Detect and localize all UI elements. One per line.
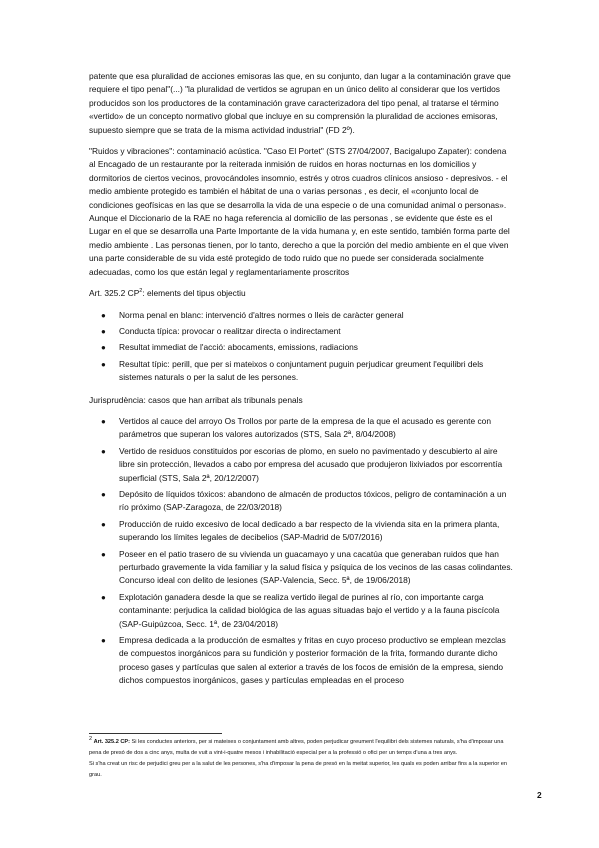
list-item [89,591,514,631]
footnote-divider [89,733,222,734]
list-item [89,488,514,515]
list-item-text: Explotación ganadera desde la que se realiza vertido ilegal de purines al río, con importante carga contaminante: perjudica la calidad biológica de las aguas situadas bajo el vertido y a la fauna piscícola (SAP-Guipúzcoa, Secc. 1ª, de 23/04/2018) [119,591,500,629]
list-item [89,325,514,338]
footnotes [89,733,514,781]
footnote-reference[interactable]: 2 [139,288,143,295]
list-item [89,309,514,322]
cases-list [89,415,514,688]
heading-article-label: Art. 325.2 CP [89,288,140,299]
footnote-text: Si les conductes anteriors, per si mateixes o conjuntament amb altres, poden perjudicar greument l'equilibri dels sistemes naturals, s'ha d'imposar una pena de presó de dos a cinc anys, multa de vuit a vint-i-quatre mesos i inhabilitació especial per a la professió o ofici per un temps d'una a tres anys. [89,739,504,756]
list-item [89,358,514,385]
page-body [89,70,514,697]
section-heading-art-325-2 [89,287,514,300]
bullet-icon: ● [101,326,106,336]
footnote [89,737,514,758]
list-item [89,445,514,485]
list-item-text: Norma penal en blanc: intervenció d'altres normes o lleis de caràcter general [119,309,404,320]
footnote-number: 2 [89,736,93,743]
list-item-text: Vertidos al cauce del arroyo Os Trollos por parte de la empresa de la que el acusado es gerente con parámetros que superan los valores autorizados (STS, Sala 2ª, 8/04/2008) [119,415,491,440]
list-item-text: Conducta típica: provocar o realitzar directa o indirectament [119,325,341,336]
bullet-icon: ● [101,592,106,602]
list-item [89,518,514,545]
list-item [89,341,514,354]
body-paragraph: patente que esa pluralidad de acciones emisoras las que, en su conjunto, dan lugar a la contaminación grave que requiere el tipo penal"(...) "la pluralidad de vertidos se agrupan en un único delito al considerar que los vertidos producidos son los productores de la contaminación grave caracterizadora del tipo penal, al tratarse el término «vertido» de un concepto normativo global que incluye en su comprensión la pluralidad de acciones emisoras, supuesto siempre que se trata de la misma actividad industrial" (FD 2º). [89,71,511,135]
list-item [89,548,514,588]
list-item-text: Producción de ruido excesivo de local dedicado a bar respecto de la vivienda sita en la primera planta, superando los límites legales de decibelios (SAP-Madrid de 5/07/2016) [119,518,500,543]
bullet-icon: ● [101,636,106,646]
footnote-continuation [89,759,514,780]
section-heading-jurisprudencia: Jurisprudència: casos que han arribat als tribunals penals [89,394,303,405]
list-item-text: Resultat típic: perill, que per si mateixos o conjuntament puguin perjudicar greument l'equilibri dels sistemes naturals o per la salut de les persones. [119,358,484,383]
bullet-icon: ● [101,416,106,426]
bullet-icon: ● [101,359,106,369]
footnote-text: Si s'ha creat un risc de perjudici greu per a la salut de les persones, s'ha d'imposar la pena de presó en la meitat superior, les quals es poden arribar fins a la superior en grau. [89,761,507,778]
list-item [89,415,514,442]
bullet-icon: ● [101,489,106,499]
heading-text: : elements del tipus objectiu [142,288,246,299]
list-item-text: Vertido de residuos constituidos por escorias de plomo, en suelo no pavimentado y descubierto al aire libre sin protección, llevados a cabo por empresa del acusado que produjeron lixiviados por escorrentía superficial (STS, Sala 2ª, 20/12/2007) [119,445,503,483]
page-number: 2 [537,790,542,800]
bullet-icon: ● [101,446,106,456]
elements-list [89,309,514,385]
footnote-lead: Art. 325.2 CP: [93,739,130,745]
bullet-icon: ● [101,549,106,559]
list-item-text: Empresa dedicada a la producción de esmaltes y fritas en cuyo proceso productivo se emplean mezclas de compuestos inorgánicos para su fundición y posterior formación de la frita, formando durante dicho proceso gases y partículas que salen al exterior a través de los focos de emisión de la empresa, siendo dichos compuestos inorgánicos, gases y partículas empleadas en el proceso [119,635,506,686]
body-paragraph: "Ruidos y vibraciones": contaminació acústica. "Caso El Portet" (STS 27/04/2007, Bacigalupo Zapater): condena al Encagado de un restaurante por la reiterada inmisión de ruidos en horas nocturnas en los domicilios y dormitorios de ciertos vecinos, provocándoles insomnio, estrés y otros cuadros clínicos ansioso - depresivos. - el medio ambiente protegido es también el hábitat de una o varias personas , es decir, el «conjunto local de condiciones geofísicas en las que se desarrolla la vida de una especie o de una comunidad animal o personas». Aunque el Diccionario de la RAE no haga referencia al domicilio de las personas , se evidente que éste es el Lugar en el que se desarrolla una Parte Importante de la vida humana y, en este sentido, también forma parte del medio ambiente . Las personas tienen, por lo tanto, derecho a que la porción del medio ambiente en el que viven una parte considerable de su vida esté protegido de todo ruido que no puede ser considerada socialmente adecuadas, como los que están legal y reglamentariamente proscritos [89,146,510,277]
list-item-text: Resultat immediat de l'acció: abocaments, emissions, radiacions [119,342,358,353]
list-item [89,634,514,688]
bullet-icon: ● [101,310,106,320]
bullet-icon: ● [101,343,106,353]
list-item-text: Poseer en el patio trasero de su vivienda un guacamayo y una cacatúa que generaban ruidos que han perturbado gravemente la vida familiar y la salud física y psíquica de los vecinos de las casas colindantes. Concurso ideal con delito de lesiones (SAP-Valencia, Secc. 5ª, de 19/06/2018) [119,548,513,586]
bullet-icon: ● [101,519,106,529]
list-item-text: Depósito de líquidos tóxicos: abandono de almacén de productos tóxicos, peligro de contaminación a un río próximo (SAP-Zaragoza, de 22/03/2018) [119,488,507,513]
